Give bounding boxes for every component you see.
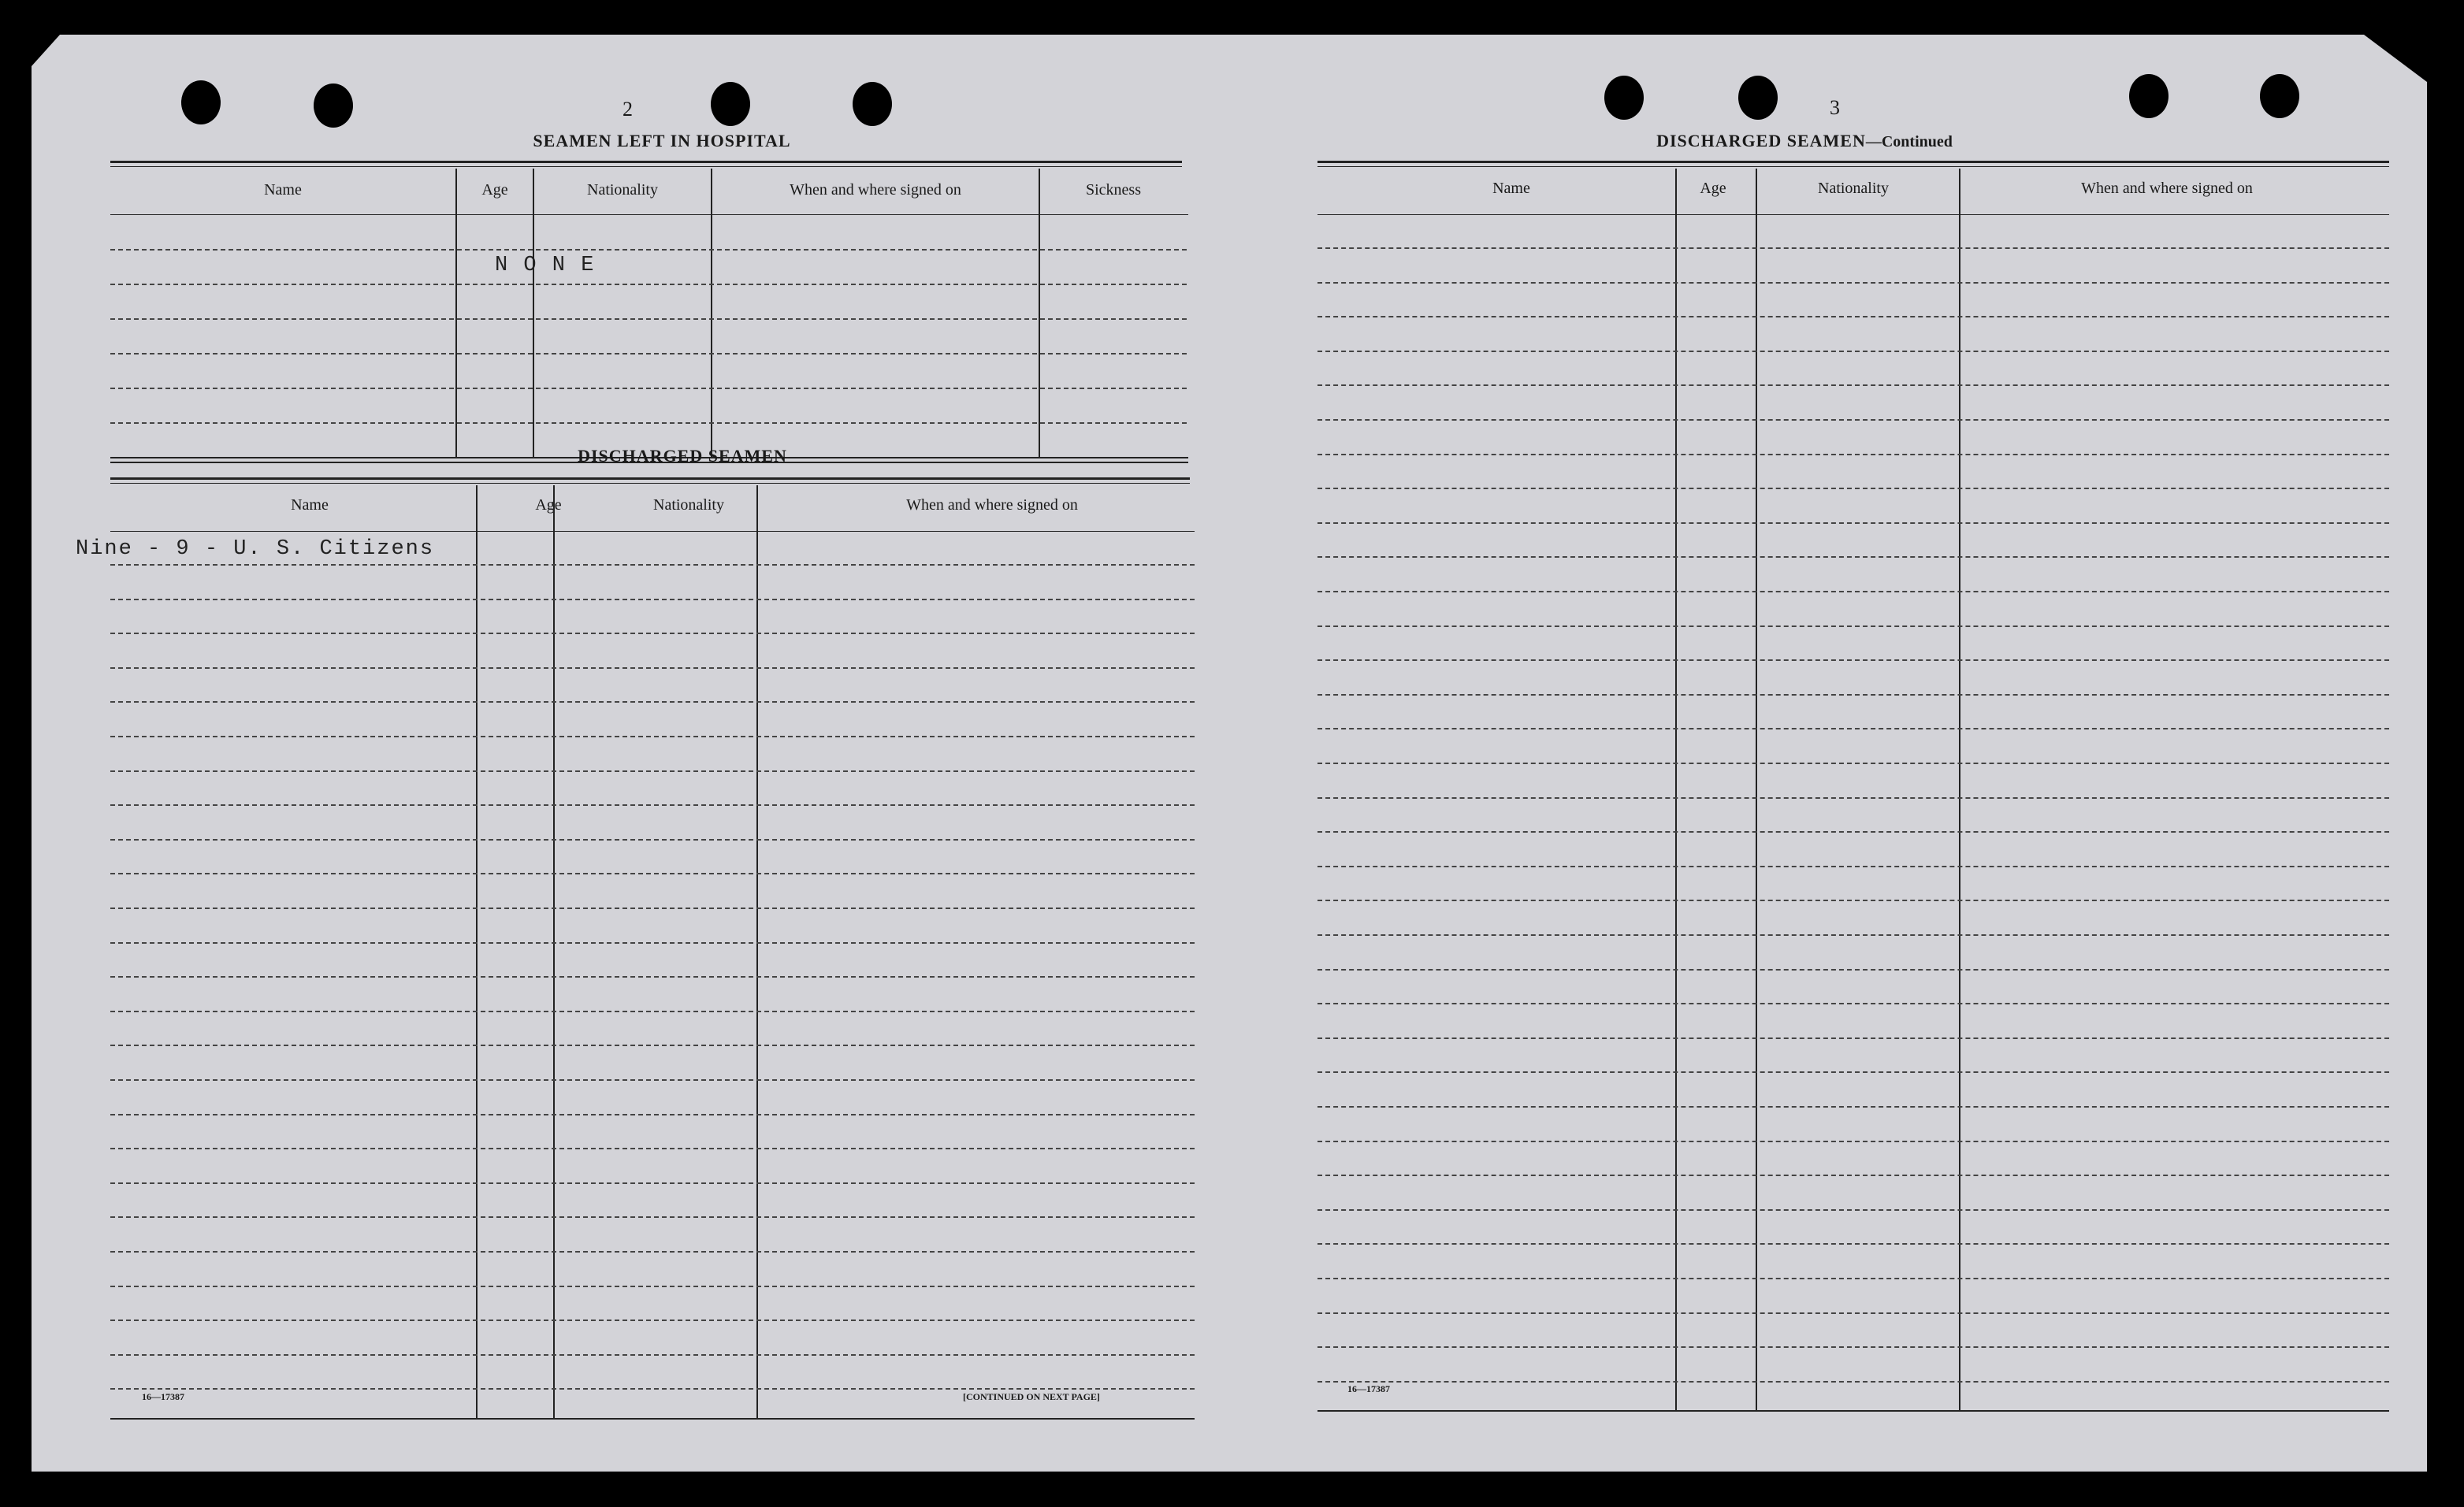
- entry-line: [1317, 797, 2389, 799]
- entry-line: [1317, 282, 2389, 284]
- punch-hole: [1738, 76, 1778, 120]
- hospital-entry: N O N E: [495, 254, 596, 277]
- double-rule: [110, 477, 1190, 484]
- entry-line: [110, 1354, 1195, 1356]
- right-col-name: Name: [1492, 180, 1530, 197]
- entry-line: [1317, 454, 2389, 455]
- entry-line: [110, 1045, 1195, 1046]
- entry-line: [110, 908, 1195, 909]
- entry-line: [1317, 1278, 2389, 1279]
- entry-line: [110, 1182, 1195, 1184]
- entry-line: [1317, 316, 2389, 317]
- right-col-nationality: Nationality: [1818, 180, 1889, 197]
- entry-line: [1317, 351, 2389, 352]
- torn-corner-right: [2364, 35, 2427, 82]
- right-col-signed-on: When and where signed on: [2081, 180, 2253, 197]
- entry-line: [1317, 1106, 2389, 1108]
- punch-hole: [2129, 74, 2169, 118]
- header-rule: [1317, 214, 2389, 215]
- entry-line: [110, 736, 1195, 737]
- punch-hole: [853, 82, 892, 126]
- discharged-col-name: Name: [291, 496, 329, 514]
- column-divider: [533, 169, 534, 458]
- column-divider: [711, 169, 712, 458]
- entry-line: [1317, 1175, 2389, 1176]
- entry-line: [110, 1011, 1195, 1012]
- discharged-continued-title-text: DISCHARGED SEAMEN: [1656, 131, 1866, 150]
- discharged-col-nationality: Nationality: [653, 496, 724, 514]
- entry-line: [1317, 556, 2389, 558]
- header-rule: [110, 531, 1195, 532]
- page-number-right: 3: [1830, 96, 1840, 119]
- form-number-right: 16—17387: [1347, 1383, 1390, 1394]
- entry-line: [1317, 625, 2389, 627]
- entry-line: [1317, 659, 2389, 661]
- column-divider: [553, 485, 555, 1418]
- entry-line: [110, 839, 1195, 841]
- entry-line: [1317, 1003, 2389, 1004]
- entry-line: [110, 633, 1195, 634]
- form-number-left: 16—17387: [142, 1391, 184, 1402]
- entry-line: [110, 599, 1195, 600]
- torn-corner: [32, 35, 60, 66]
- double-rule: [1317, 161, 2389, 167]
- entry-line: [110, 318, 1187, 320]
- entry-line: [110, 422, 1187, 424]
- header-rule: [110, 214, 1188, 215]
- double-rule: [110, 161, 1182, 167]
- column-divider: [1039, 169, 1040, 458]
- punch-hole: [181, 80, 221, 124]
- entry-line: [110, 249, 1187, 251]
- entry-line: [1317, 763, 2389, 764]
- entry-line: [110, 1388, 1195, 1390]
- punch-hole: [314, 84, 353, 128]
- entry-line: [110, 873, 1195, 874]
- entry-line: [110, 1079, 1195, 1081]
- continued-suffix: —Continued: [1865, 133, 1953, 150]
- entry-line: [1317, 1209, 2389, 1211]
- column-divider: [1675, 169, 1677, 1410]
- punch-hole: [711, 82, 750, 126]
- hospital-col-name: Name: [264, 181, 302, 199]
- entry-line: [1317, 831, 2389, 833]
- table-bottom-rule: [110, 1418, 1195, 1420]
- column-divider: [476, 485, 478, 1418]
- entry-line: [1317, 1243, 2389, 1245]
- entry-line: [1317, 866, 2389, 867]
- entry-line: [1317, 1312, 2389, 1314]
- entry-line: [1317, 969, 2389, 971]
- entry-line: [110, 1216, 1195, 1218]
- discharged-continued-title: [1568, 131, 2041, 151]
- entry-line: [110, 701, 1195, 703]
- punch-hole: [2260, 74, 2299, 118]
- entry-line: [110, 1251, 1195, 1253]
- entry-line: [1317, 419, 2389, 421]
- entry-line: [1317, 934, 2389, 936]
- hospital-col-sickness: Sickness: [1086, 181, 1141, 199]
- page-number-left: 2: [623, 98, 633, 121]
- punch-hole: [1604, 76, 1644, 120]
- discharged-col-age: Age: [535, 496, 562, 514]
- discharged-entry: Nine - 9 - U. S. Citizens: [76, 537, 435, 561]
- entry-line: [110, 284, 1187, 285]
- entry-line: [1317, 1346, 2389, 1348]
- entry-line: [1317, 728, 2389, 729]
- entry-line: [1317, 694, 2389, 696]
- column-divider: [1959, 169, 1960, 1410]
- entry-line: [1317, 522, 2389, 524]
- hospital-col-age: Age: [481, 181, 508, 199]
- entry-line: [1317, 591, 2389, 592]
- entry-line: [1317, 1381, 2389, 1383]
- right-col-age: Age: [1700, 180, 1726, 197]
- entry-line: [110, 1114, 1195, 1115]
- continued-note: [CONTINUED ON NEXT PAGE]: [963, 1391, 1100, 1402]
- entry-line: [1317, 384, 2389, 386]
- entry-line: [1317, 488, 2389, 489]
- entry-line: [110, 353, 1187, 354]
- entry-line: [110, 976, 1195, 978]
- table-bottom-rule: [1317, 1410, 2389, 1412]
- entry-line: [110, 1286, 1195, 1287]
- hospital-section-title: SEAMEN LEFT IN HOSPITAL: [533, 131, 791, 150]
- entry-line: [110, 804, 1195, 806]
- document-sheet: [32, 35, 2427, 1472]
- entry-line: [110, 667, 1195, 669]
- entry-line: [1317, 1141, 2389, 1142]
- entry-line: [110, 388, 1187, 389]
- entry-line: [110, 942, 1195, 944]
- hospital-col-signed-on: When and where signed on: [790, 181, 961, 199]
- entry-line: [1317, 1037, 2389, 1039]
- entry-line: [110, 1320, 1195, 1321]
- hospital-col-nationality: Nationality: [587, 181, 658, 199]
- discharged-section-title: DISCHARGED SEAMEN: [578, 446, 787, 466]
- entry-line: [110, 1148, 1195, 1149]
- entry-line: [110, 564, 1195, 566]
- entry-line: [1317, 900, 2389, 901]
- entry-line: [1317, 247, 2389, 249]
- discharged-col-signed-on: When and where signed on: [906, 496, 1078, 514]
- column-divider: [756, 485, 758, 1418]
- column-divider: [1756, 169, 1757, 1410]
- column-divider: [455, 169, 457, 458]
- entry-line: [110, 770, 1195, 772]
- entry-line: [1317, 1071, 2389, 1073]
